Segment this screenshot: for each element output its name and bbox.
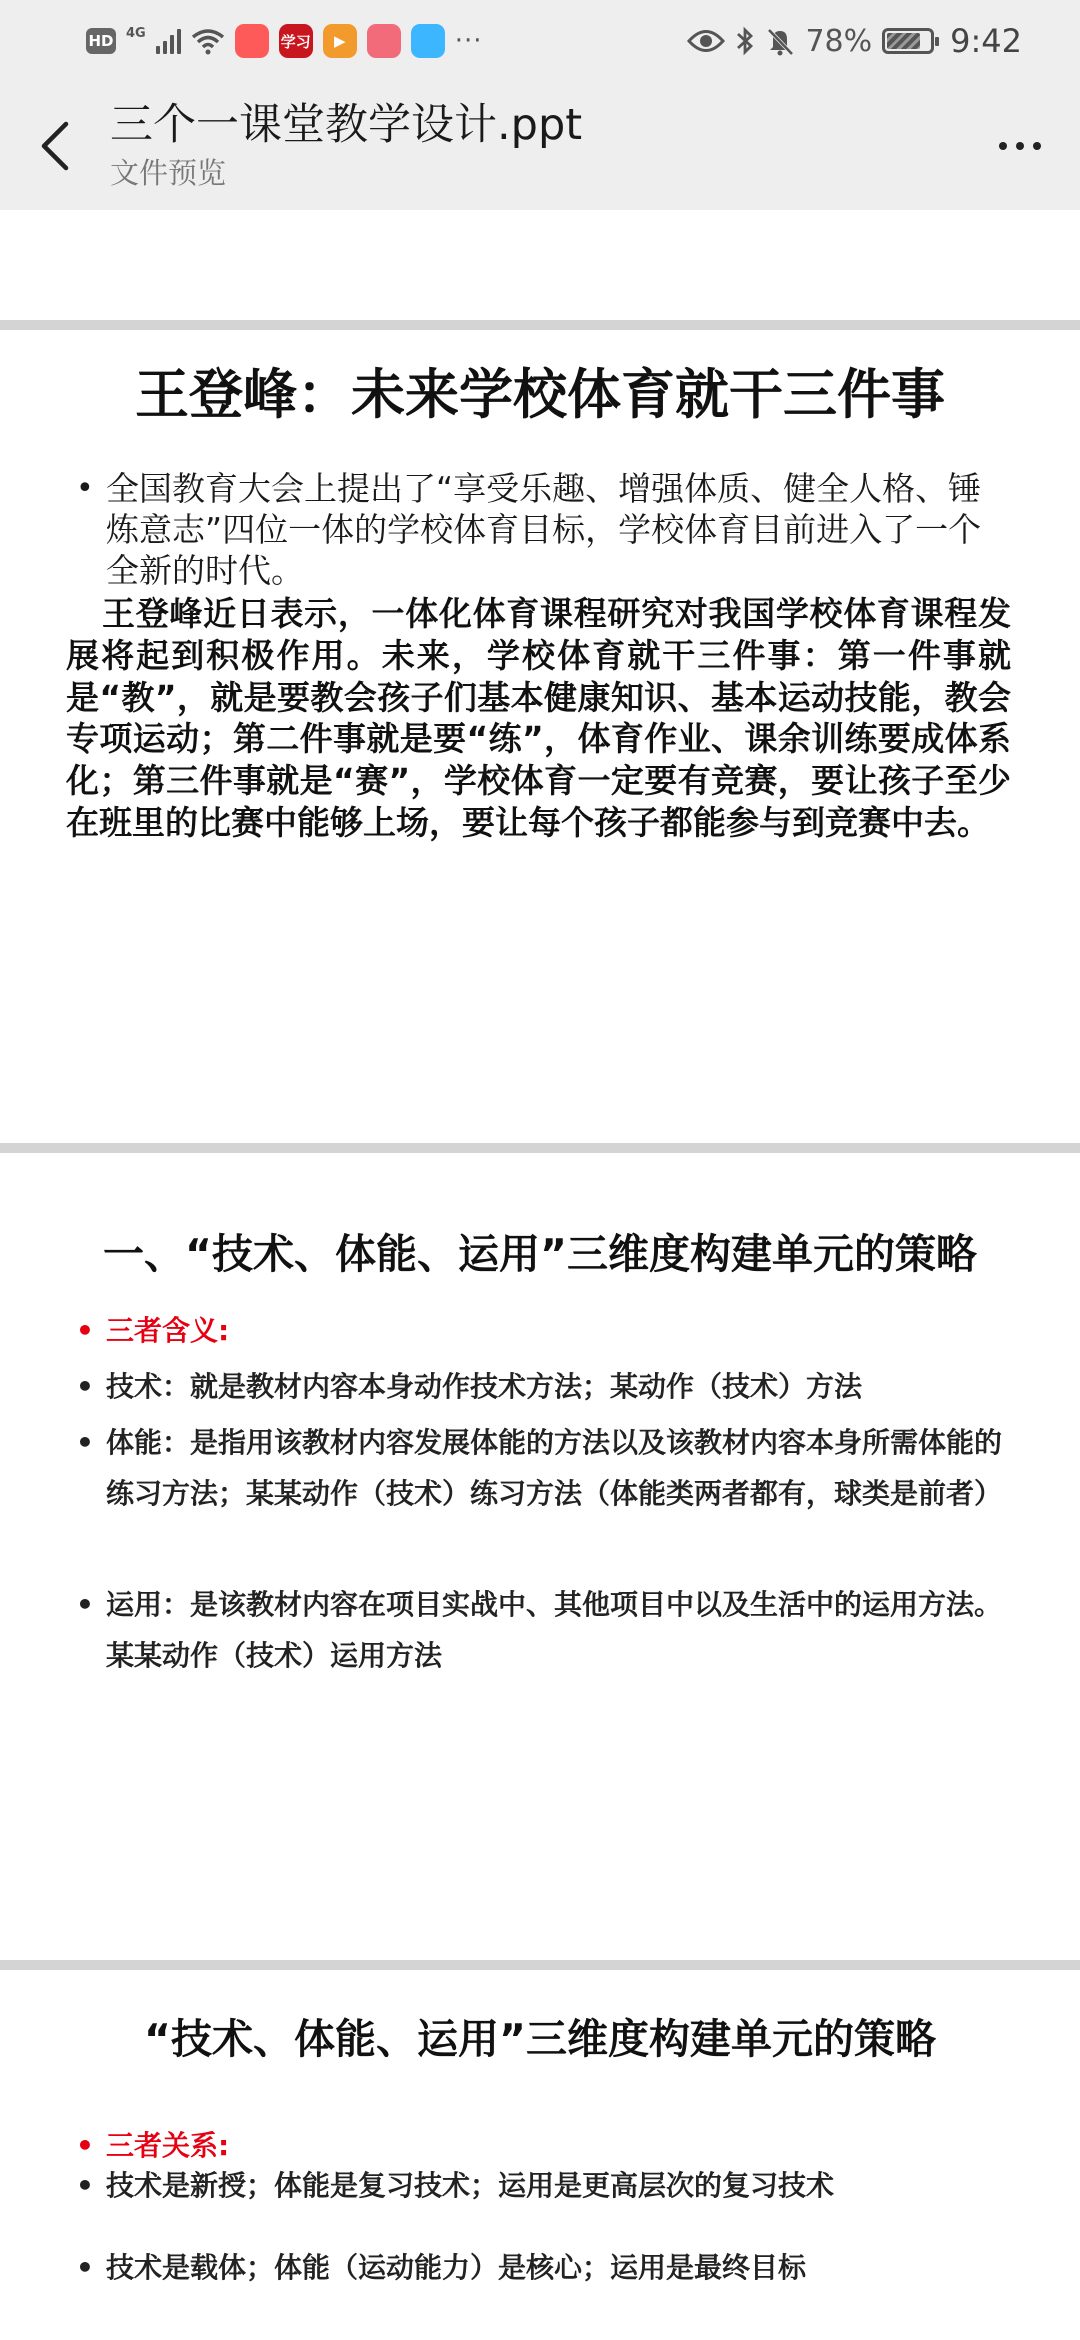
bullet-dot: •	[76, 1370, 94, 1403]
slide-1-bullet-text: 全国教育大会上提出了“享受乐趣、增强体质、健全人格、锤炼意志”四位一体的学校体育目标，学校体育目前进入了一个全新的时代。	[106, 469, 982, 590]
colorful-app-icon	[235, 24, 269, 58]
bullet-dot: •	[76, 1588, 94, 1621]
hd-icon: HD	[86, 28, 116, 54]
document-title: 三个一课堂教学设计.ppt	[110, 100, 583, 150]
wifi-icon	[191, 27, 225, 55]
more-dot-icon	[1016, 142, 1024, 150]
slide-divider	[0, 1143, 1080, 1153]
bullet-dot: •	[76, 2129, 94, 2162]
bullet-dot: •	[76, 2169, 94, 2202]
more-options-button[interactable]	[960, 82, 1080, 210]
bullet-dot: •	[76, 1426, 94, 1459]
slide-3	[0, 1970, 1080, 2340]
chat-app-icon	[411, 24, 445, 58]
document-subtitle: 文件预览	[110, 156, 227, 190]
bullet-dot: •	[76, 2251, 94, 2284]
battery-icon	[882, 28, 934, 54]
slide-2-item-text: 运用：是该教材内容在项目实战中、其他项目中以及生活中的运用方法。某某动作（技术）运用方法	[106, 1588, 1003, 1672]
eye-icon	[687, 28, 725, 54]
clock: 9:42	[950, 22, 1022, 60]
bullet-dot: •	[76, 1314, 94, 1347]
red-app-icon: 学习	[279, 24, 313, 58]
status-right	[687, 22, 1022, 60]
slide-3-item-text: 技术是新授；体能是复习技术；运用是更高层次的复习技术	[106, 2169, 835, 2202]
status-bar	[0, 0, 1080, 82]
slide-3-item	[72, 2242, 1002, 2293]
title-block	[110, 99, 960, 193]
mute-bell-icon	[765, 26, 795, 56]
slide-1-bullet	[68, 468, 1008, 591]
slide-3-item-text: 技术是载体；体能（运动能力）是核心；运用是最终目标	[106, 2251, 807, 2284]
book-app-icon	[367, 24, 401, 58]
more-dot-icon	[1033, 142, 1041, 150]
slide-divider	[0, 1960, 1080, 1970]
slide-2-item-text: 技术：就是教材内容本身动作技术方法；某动作（技术）方法	[106, 1370, 863, 1403]
slide-1-title: 王登峰：未来学校体育就干三件事	[135, 363, 945, 426]
slide-previous-tail	[0, 210, 1080, 320]
signal-icon	[156, 28, 181, 54]
slide-1-paragraph: 王登峰近日表示，一体化体育课程研究对我国学校体育课程发展将起到积极作用。未来，学校体育就干三件事：第一件事就是“教”，就是要教会孩子们基本健康知识、基本运动技能，教会专项运动；第二件事就是要“练”，体育作业、课余训练要成体系化；第三件事就是“赛”，学校体育一定要有竞赛，要让孩子至少在班里的比赛中能够上场，要让每个孩子都能参与到竞赛中去。	[66, 594, 1011, 842]
app-bar	[0, 82, 1080, 210]
battery-percentage: 78%	[805, 23, 873, 59]
notification-app-icons	[235, 24, 445, 58]
slide-2-item	[72, 1361, 1002, 1412]
status-left	[86, 24, 483, 58]
slide-2-title: 一、“技术、体能、运用”三维度构建单元的策略	[103, 1230, 977, 1278]
slide-2-heading	[72, 1305, 1002, 1356]
slide-2-item	[72, 1579, 1002, 1681]
slide-3-title: “技术、体能、运用”三维度构建单元的策略	[144, 2015, 936, 2063]
chevron-left-icon	[40, 120, 70, 172]
more-notifications-icon: ···	[454, 26, 483, 56]
slide-divider	[0, 320, 1080, 330]
slide-2-item	[72, 1417, 1002, 1519]
video-app-icon: ▶	[323, 24, 357, 58]
slide-1	[0, 330, 1080, 1143]
slide-2-heading-text: 三者含义:	[106, 1314, 230, 1347]
network-type: 4G	[126, 25, 146, 41]
slide-3-heading-text: 三者关系:	[106, 2129, 230, 2162]
slide-2	[0, 1153, 1080, 1960]
slide-2-item-text: 体能：是指用该教材内容发展体能的方法以及该教材内容本身所需体能的练习方法；某某动作（技术）练习方法（体能类两者都有，球类是前者）	[106, 1426, 1003, 1510]
slide-3-item	[72, 2160, 1002, 2211]
bullet-dot: •	[76, 471, 94, 506]
battery-level	[887, 33, 920, 49]
back-button[interactable]	[0, 82, 110, 210]
bluetooth-icon	[735, 26, 755, 56]
more-dot-icon	[999, 142, 1007, 150]
